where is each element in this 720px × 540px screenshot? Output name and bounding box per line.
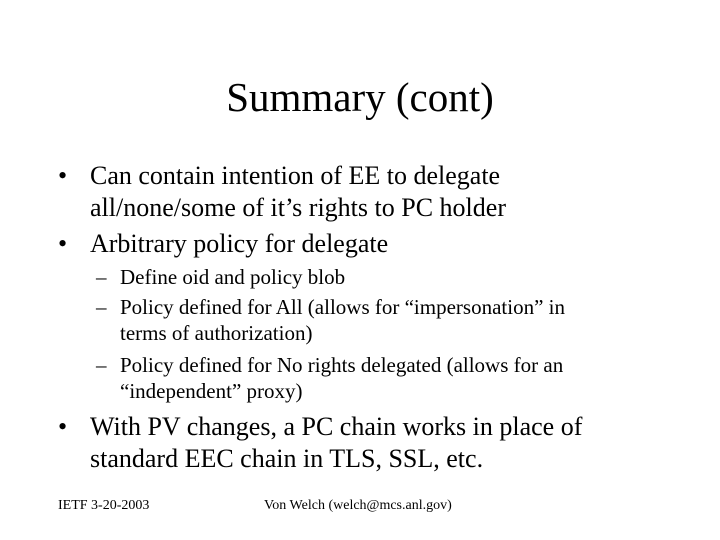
bullet-marker: •: [58, 161, 68, 190]
footer-date: IETF 3-20-2003: [58, 498, 150, 513]
sub-bullet-marker: –: [96, 295, 107, 319]
bullet-text-line: With PV changes, a PC chain works in place of: [90, 412, 583, 441]
sub-bullet-text-line: “independent” proxy): [120, 379, 303, 403]
sub-bullet-text-line: Policy defined for No rights delegated (allows for an: [120, 353, 564, 377]
slide-title: Summary (cont): [226, 74, 494, 120]
sub-bullet-text-line: Define oid and policy blob: [120, 265, 346, 289]
sub-bullet-text-line: Policy defined for All (allows for “impersonation” in: [120, 295, 565, 319]
bullet-marker: •: [58, 229, 68, 258]
bullet-text-line: Arbitrary policy for delegate: [90, 229, 389, 258]
sub-bullet-marker: –: [96, 353, 107, 377]
sub-bullet-marker: –: [96, 265, 107, 289]
sub-bullet-text-line: terms of authorization): [120, 321, 313, 345]
bullet-marker: •: [58, 412, 68, 441]
bullet-text-line: all/none/some of it’s rights to PC holder: [90, 193, 506, 222]
footer-author: Von Welch (welch@mcs.anl.gov): [264, 498, 452, 513]
bullet-text-line: standard EEC chain in TLS, SSL, etc.: [90, 444, 484, 473]
bullet-text-line: Can contain intention of EE to delegate: [90, 161, 501, 190]
